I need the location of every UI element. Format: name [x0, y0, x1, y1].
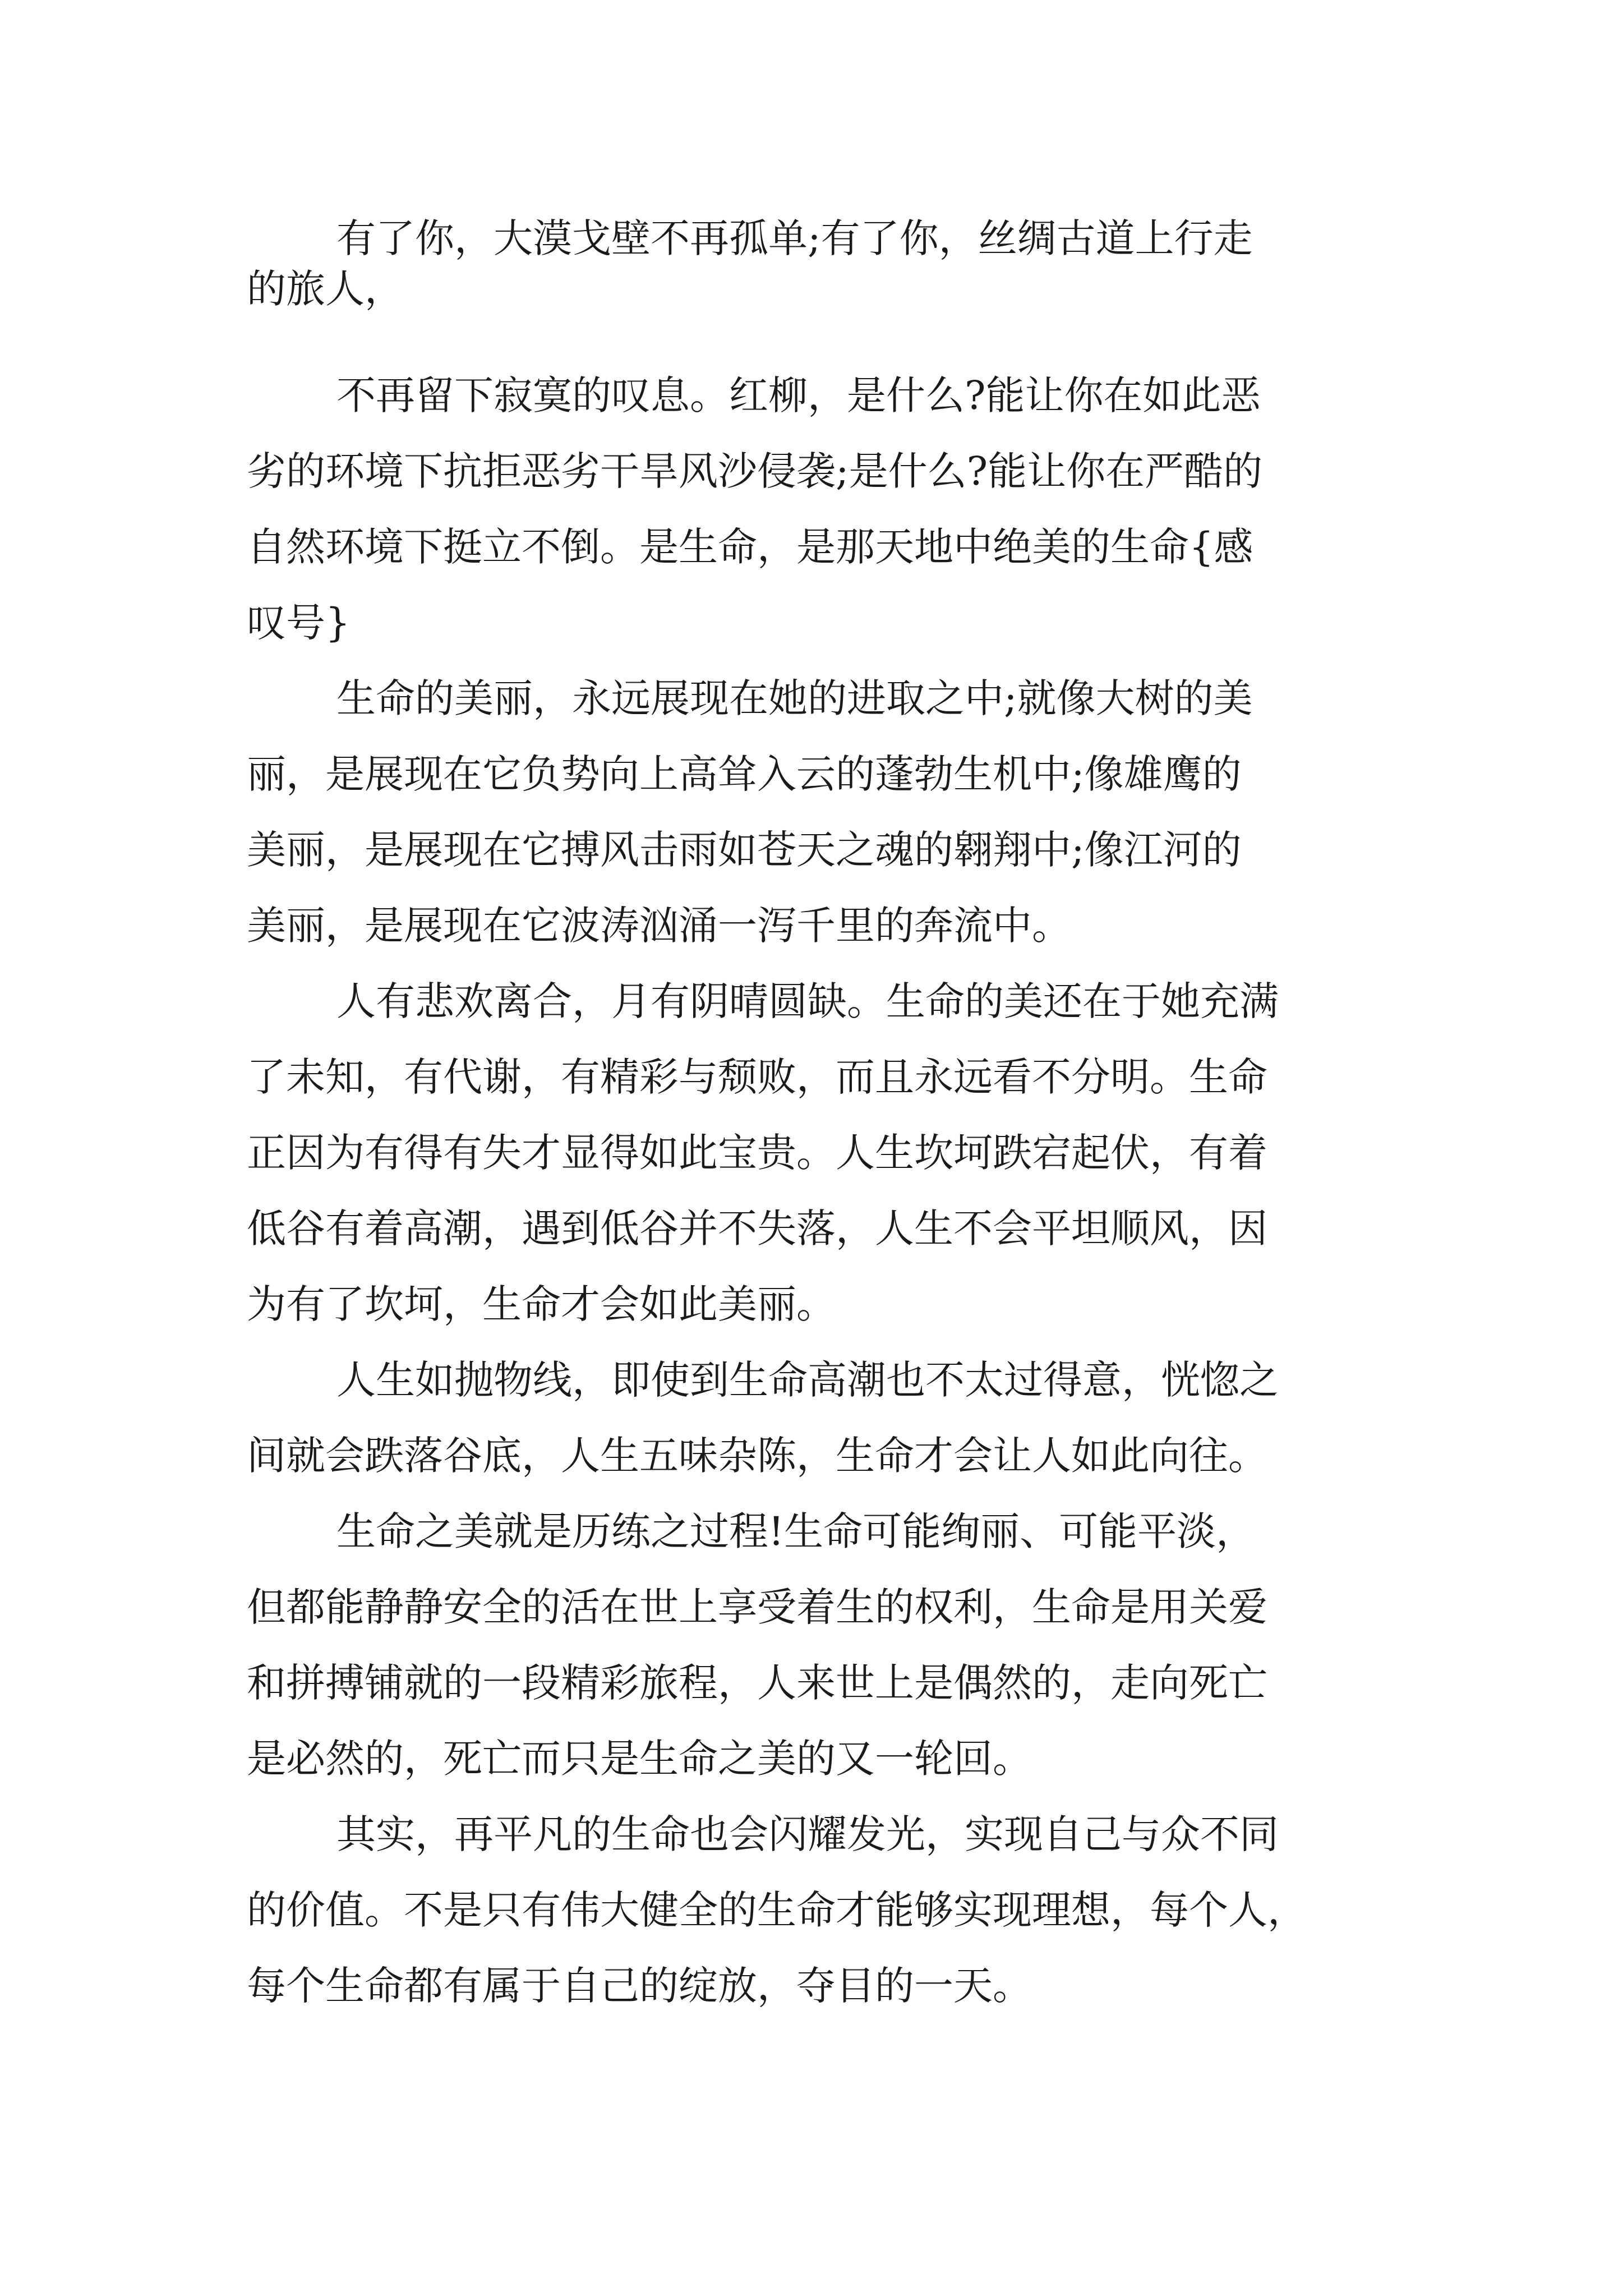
text-line: 为有了坎坷，生命才会如此美丽。 — [247, 1281, 836, 1327]
text-line: 劣的环境下抗拒恶劣干旱风沙侵袭;是什么?能让你在严酷的 — [247, 448, 1263, 494]
text-line: 间就会跌落谷底，人生五味杂陈，生命才会让人如此向往。 — [247, 1433, 1267, 1479]
text-line: 正因为有得有失才显得如此宝贵。人生坎坷跌宕起伏，有着 — [247, 1130, 1267, 1176]
text-line: 有了你，大漠戈壁不再孤单;有了你，丝绸古道上行走 — [336, 215, 1253, 261]
text-line: 是必然的，死亡而只是生命之美的又一轮回。 — [247, 1736, 1032, 1782]
text-line: 人生如抛物线，即使到生命高潮也不太过得意，恍惚之 — [336, 1357, 1279, 1403]
text-line: 生命之美就是历练之过程!生命可能绚丽、可能平淡， — [336, 1508, 1256, 1554]
text-line: 低谷有着高潮，遇到低谷并不失落，人生不会平坦顺风，因 — [247, 1205, 1267, 1251]
text-line: 但都能静静安全的活在世上享受着生的权利，生命是用关爱 — [247, 1584, 1267, 1630]
text-line: 不再留下寂寞的叹息。红柳，是什么?能让你在如此恶 — [336, 372, 1261, 418]
text-line: 其实，再平凡的生命也会闪耀发光，实现自己与众不同 — [336, 1811, 1279, 1857]
text-line: 美丽，是展现在它搏风击雨如苍天之魂的翱翔中;像江河的 — [247, 827, 1242, 873]
text-line: 叹号} — [247, 600, 351, 646]
text-line: 丽，是展现在它负势向上高耸入云的蓬勃生机中;像雄鹰的 — [247, 751, 1242, 797]
text-line: 生命的美丽，永远展现在她的进取之中;就像大树的美 — [336, 675, 1253, 721]
text-line: 和拼搏铺就的一段精彩旅程，人来世上是偶然的，走向死亡 — [247, 1660, 1267, 1706]
text-line: 的价值。不是只有伟大健全的生命才能够实现理想，每个人， — [247, 1887, 1307, 1933]
text-line: 美丽，是展现在它波涛汹涌一泻千里的奔流中。 — [247, 903, 1071, 949]
text-line: 人有悲欢离合，月有阴晴圆缺。生命的美还在于她充满 — [336, 978, 1279, 1024]
text-line: 自然环境下挺立不倒。是生命，是那天地中绝美的生命{感 — [247, 524, 1253, 570]
text-line: 每个生命都有属于自己的绽放，夺目的一天。 — [247, 1963, 1032, 2009]
text-line: 的旅人， — [247, 266, 404, 312]
text-line: 了未知，有代谢，有精彩与颓败，而且永远看不分明。生命 — [247, 1054, 1267, 1100]
